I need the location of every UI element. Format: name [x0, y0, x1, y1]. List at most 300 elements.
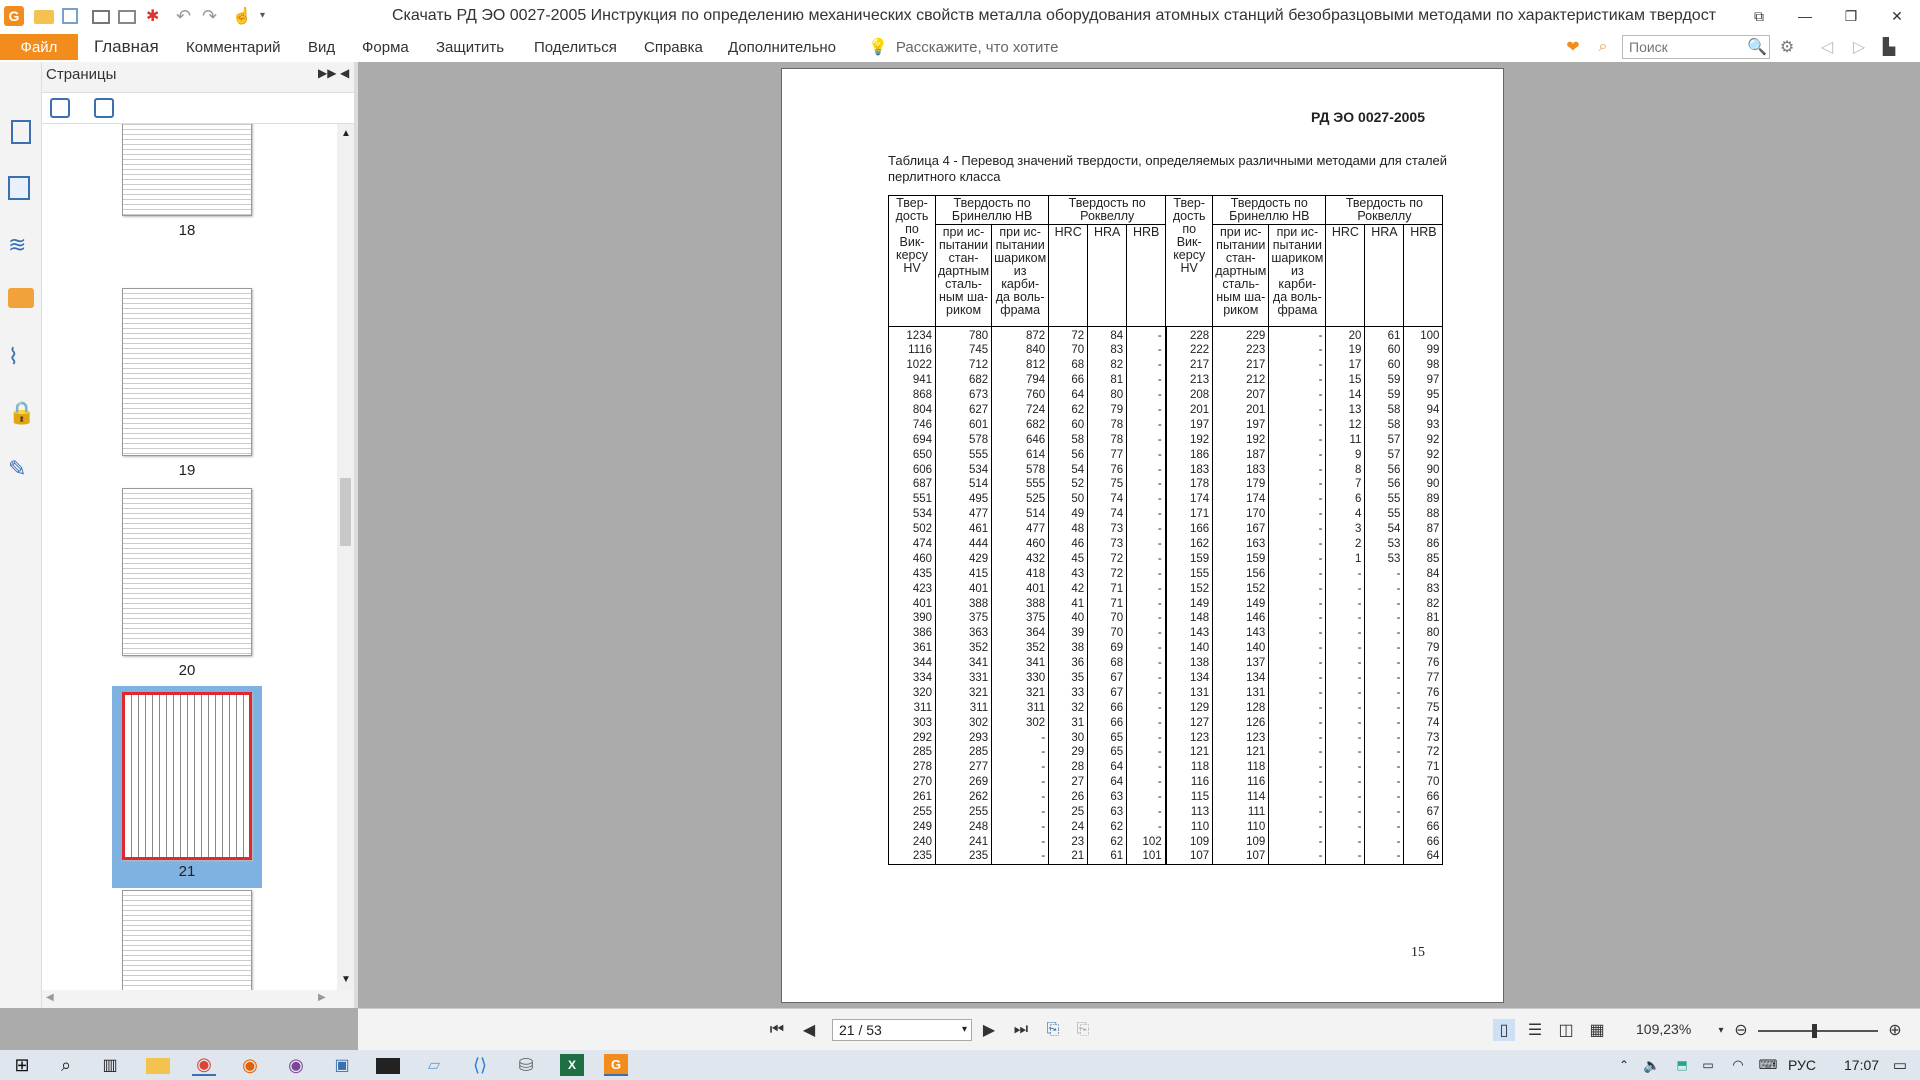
table-cell: 435 — [889, 566, 936, 581]
table-cell: 235 — [889, 849, 936, 864]
table-cell: - — [1365, 641, 1404, 656]
table-cell: 460 — [889, 551, 936, 566]
table-cell: 555 — [992, 477, 1049, 492]
menu-help[interactable]: Справка — [644, 39, 703, 56]
table-cell: 72 — [1049, 327, 1088, 344]
table-cell: 78 — [1088, 432, 1127, 447]
table-cell: 64 — [1404, 849, 1443, 864]
document-page — [781, 68, 1504, 1003]
table-cell: - — [1127, 581, 1166, 596]
table-cell: 461 — [936, 522, 992, 537]
table-cell: - — [1365, 834, 1404, 849]
table-cell: 334 — [889, 671, 936, 686]
insert-page-icon[interactable]: ⎘ — [1046, 1021, 1060, 1038]
table-cell: - — [1127, 760, 1166, 775]
panel-expand-icon[interactable]: ▶▶ — [318, 66, 337, 80]
table-cell: 152 — [1213, 581, 1269, 596]
table-cell: 311 — [992, 700, 1049, 715]
maximize-button[interactable]: ❐ — [1844, 7, 1858, 24]
page-thumbnail[interactable] — [122, 890, 252, 990]
table-cell: - — [1269, 730, 1326, 745]
table-cell: 303 — [889, 715, 936, 730]
header-hrc: HRC — [1049, 225, 1088, 327]
table-cell: 77 — [1404, 671, 1443, 686]
table-cell: - — [1365, 745, 1404, 760]
table-cell: 72 — [1088, 566, 1127, 581]
file-explorer-icon[interactable] — [146, 1058, 170, 1074]
table-cell: 57 — [1365, 432, 1404, 447]
table-cell: 110 — [1166, 820, 1213, 835]
zoom-in-thumbnail-icon[interactable] — [50, 98, 70, 118]
lock-icon[interactable]: 🔒 — [8, 400, 36, 425]
table-cell: 81 — [1088, 373, 1127, 388]
table-cell: 99 — [1404, 343, 1443, 358]
table-cell: 149 — [1166, 596, 1213, 611]
table-cell: 235 — [936, 849, 992, 864]
facing-view-icon[interactable]: ◫ — [1558, 1022, 1574, 1039]
quick-access-dropdown-icon[interactable]: ▾ — [260, 10, 266, 21]
windows-start-icon[interactable]: ⊞ — [14, 1054, 30, 1075]
scroll-right-icon[interactable]: ▶ — [318, 992, 326, 1003]
page-thumbnail-selected[interactable] — [122, 692, 252, 860]
table-cell: 86 — [1404, 537, 1443, 552]
table-cell: 62 — [1088, 834, 1127, 849]
comments-icon[interactable] — [8, 288, 34, 308]
table-cell: - — [1365, 700, 1404, 715]
table-cell: - — [1326, 685, 1365, 700]
security-icon[interactable]: ⬒ — [1676, 1058, 1688, 1072]
table-cell: 111 — [1213, 805, 1269, 820]
table-cell: 98 — [1404, 358, 1443, 373]
undo-icon[interactable]: ↶ — [176, 6, 192, 26]
table-cell: 69 — [1088, 641, 1127, 656]
table-cell: 341 — [936, 656, 992, 671]
table-cell: 477 — [936, 507, 992, 522]
table-cell: 262 — [936, 790, 992, 805]
table-cell: 55 — [1365, 507, 1404, 522]
table-cell: 28 — [1049, 760, 1088, 775]
table-cell: - — [1127, 700, 1166, 715]
table-cell: 375 — [936, 611, 992, 626]
table-cell: - — [992, 849, 1049, 864]
notifications-icon[interactable]: ▭ — [1892, 1057, 1908, 1074]
single-page-view-icon[interactable]: ▯ — [1493, 1019, 1515, 1041]
thumbnail-label: 21 — [178, 863, 196, 880]
table-cell: 128 — [1213, 700, 1269, 715]
table-cell: 134 — [1166, 671, 1213, 686]
table-cell: 217 — [1166, 358, 1213, 373]
zoom-slider-handle[interactable] — [1812, 1024, 1817, 1038]
table-cell: - — [1269, 581, 1326, 596]
table-cell: 186 — [1166, 447, 1213, 462]
table-cell: 73 — [1088, 537, 1127, 552]
table-cell: 58 — [1365, 403, 1404, 418]
zoom-out-thumbnail-icon[interactable] — [94, 98, 114, 118]
zoom-in-icon[interactable]: ⊕ — [1888, 1022, 1902, 1039]
table-cell: 121 — [1213, 745, 1269, 760]
table-row — [889, 715, 1443, 730]
table-cell: 143 — [1166, 626, 1213, 641]
table-row — [889, 507, 1443, 522]
table-cell: 66 — [1404, 820, 1443, 835]
table-row — [889, 358, 1443, 373]
table-cell: 11 — [1326, 432, 1365, 447]
table-cell: 687 — [889, 477, 936, 492]
table-cell: 646 — [992, 432, 1049, 447]
table-cell: - — [1269, 715, 1326, 730]
table-cell: - — [1127, 730, 1166, 745]
zoom-out-icon[interactable]: ⊖ — [1734, 1022, 1748, 1039]
table-cell: 4 — [1326, 507, 1365, 522]
table-row — [889, 432, 1443, 447]
header-brinell: Твердость по Бринеллю НВ — [1213, 196, 1326, 225]
account-icon[interactable]: ▙ — [1882, 39, 1896, 56]
table-row — [889, 537, 1443, 552]
table-cell: - — [1269, 775, 1326, 790]
table-cell: 26 — [1049, 790, 1088, 805]
table-cell: 66 — [1088, 700, 1127, 715]
table-cell: 390 — [889, 611, 936, 626]
layers-icon[interactable]: ≋ — [8, 232, 27, 257]
table-cell: 90 — [1404, 462, 1443, 477]
table-cell: 127 — [1166, 715, 1213, 730]
table-cell: 364 — [992, 626, 1049, 641]
table-cell: 131 — [1166, 685, 1213, 700]
table-row — [889, 492, 1443, 507]
open-folder-icon[interactable] — [34, 10, 54, 24]
table-cell: 159 — [1213, 551, 1269, 566]
print-icon[interactable] — [92, 10, 110, 24]
table-cell: 432 — [992, 551, 1049, 566]
table-title: Таблица 4 - Перевод значений твердости, определяемых различными методами для сталей перлитного класса — [888, 153, 1448, 184]
table-cell: 66 — [1049, 373, 1088, 388]
pdf-reader-taskbar-icon[interactable]: G — [604, 1054, 628, 1076]
signature-icon[interactable]: ✎ — [8, 456, 27, 481]
table-cell: - — [1365, 820, 1404, 835]
table-cell: 123 — [1213, 730, 1269, 745]
table-cell: 415 — [936, 566, 992, 581]
scroll-thumb[interactable] — [340, 478, 351, 546]
table-cell: 3 — [1326, 522, 1365, 537]
menu-comment[interactable]: Комментарий — [186, 39, 281, 56]
page-thumbnail[interactable] — [122, 488, 252, 656]
chrome-icon[interactable]: ◉ — [192, 1054, 216, 1076]
table-cell: 551 — [889, 492, 936, 507]
table-cell: 39 — [1049, 626, 1088, 641]
table-cell: 745 — [936, 343, 992, 358]
table-cell: 8 — [1326, 462, 1365, 477]
lightbulb-icon: 💡 — [868, 39, 888, 56]
table-cell: 15 — [1326, 373, 1365, 388]
table-cell: 129 — [1166, 700, 1213, 715]
thumbnails-icon[interactable] — [8, 176, 30, 200]
table-cell: 255 — [889, 805, 936, 820]
redo-icon[interactable]: ↷ — [202, 6, 218, 26]
table-cell: 174 — [1213, 492, 1269, 507]
table-cell: - — [1127, 327, 1166, 344]
table-cell: 138 — [1166, 656, 1213, 671]
table-cell: 49 — [1049, 507, 1088, 522]
zoom-slider[interactable] — [1758, 1030, 1878, 1032]
header-brinell-std: при ис-пытании стан-дартным сталь-ным ша-риком — [936, 225, 992, 327]
search-icon[interactable]: 🔍 — [1747, 39, 1767, 56]
table-cell: 155 — [1166, 566, 1213, 581]
menu-view[interactable]: Вид — [308, 39, 336, 56]
table-cell: - — [1127, 566, 1166, 581]
last-page-icon[interactable]: ⏭ — [1013, 1021, 1029, 1038]
table-cell: 56 — [1049, 447, 1088, 462]
table-cell: - — [1127, 685, 1166, 700]
table-cell: 650 — [889, 447, 936, 462]
table-cell: - — [1127, 403, 1166, 418]
table-cell: - — [1269, 641, 1326, 656]
network-drive-icon[interactable]: ▱ — [427, 1057, 441, 1074]
scroll-left-icon[interactable]: ◀ — [46, 992, 54, 1003]
table-cell: 418 — [992, 566, 1049, 581]
table-cell: 812 — [992, 358, 1049, 373]
first-page-icon[interactable]: ⏮ — [769, 1021, 785, 1038]
restore-layout-icon[interactable]: ⧉ — [1754, 7, 1764, 24]
settings-icon[interactable]: ⚙ — [1779, 39, 1795, 56]
page-thumbnail[interactable] — [122, 124, 252, 216]
table-cell: 76 — [1088, 462, 1127, 477]
table-row — [889, 685, 1443, 700]
menu-form[interactable]: Форма — [362, 39, 409, 56]
header-brinell-carb: при ис-пытании шариком из карби-да воль-фрама — [992, 225, 1049, 327]
table-row — [889, 700, 1443, 715]
wifi-icon[interactable]: ◠ — [1732, 1057, 1744, 1072]
table-cell: 66 — [1404, 790, 1443, 805]
table-cell: 20 — [1326, 327, 1365, 344]
table-cell: 171 — [1166, 507, 1213, 522]
close-button[interactable]: ✕ — [1891, 7, 1903, 24]
page-icon[interactable] — [11, 120, 31, 144]
table-row — [889, 626, 1443, 641]
table-cell: 118 — [1166, 760, 1213, 775]
table-cell: 36 — [1049, 656, 1088, 671]
table-cell: 241 — [936, 834, 992, 849]
table-cell: 116 — [1213, 775, 1269, 790]
table-cell: 223 — [1213, 343, 1269, 358]
table-cell: 27 — [1049, 775, 1088, 790]
back-arrow-icon[interactable]: ◁ — [1820, 39, 1834, 56]
table-cell: - — [1326, 775, 1365, 790]
header-brinell: Твердость по Бринеллю НВ — [936, 196, 1049, 225]
panel-toolbar — [42, 92, 354, 124]
table-cell: - — [1365, 671, 1404, 686]
page-thumbnail[interactable] — [122, 288, 252, 456]
search-tools-icon[interactable]: ⌕ — [1598, 38, 1608, 55]
table-cell: - — [1269, 327, 1326, 344]
zoom-level[interactable]: 109,23% — [1636, 1021, 1692, 1037]
tor-browser-icon[interactable]: ◉ — [288, 1054, 304, 1075]
language-indicator[interactable]: РУС — [1788, 1057, 1817, 1073]
forward-arrow-icon[interactable]: ▷ — [1852, 39, 1866, 56]
table-cell: 1116 — [889, 343, 936, 358]
table-cell: - — [1365, 581, 1404, 596]
tray-expand-icon[interactable]: ⌃ — [1618, 1058, 1630, 1072]
panel-header — [42, 62, 354, 88]
table-cell: 228 — [1166, 327, 1213, 344]
table-cell: 74 — [1088, 492, 1127, 507]
table-cell: 79 — [1088, 403, 1127, 418]
continuous-facing-view-icon[interactable]: ▦ — [1589, 1022, 1605, 1039]
table-row — [889, 730, 1443, 745]
vscode-icon[interactable]: ⟨⟩ — [472, 1054, 488, 1075]
table-cell: 474 — [889, 537, 936, 552]
file-menu[interactable]: Файл — [0, 34, 78, 60]
previous-page-icon[interactable]: ◀ — [802, 1022, 816, 1039]
table-cell: 555 — [936, 447, 992, 462]
panel-collapse-icon[interactable]: ◀ — [340, 66, 350, 80]
page-selector[interactable] — [832, 1019, 972, 1041]
thumbnail-scrollbar[interactable] — [337, 124, 354, 990]
table-row — [889, 849, 1443, 864]
table-cell: - — [1326, 849, 1365, 864]
table-cell: 110 — [1213, 820, 1269, 835]
table-cell: 73 — [1404, 730, 1443, 745]
table-cell: - — [1365, 626, 1404, 641]
table-cell: - — [1127, 522, 1166, 537]
minimize-button[interactable]: — — [1798, 8, 1812, 24]
new-document-icon[interactable]: ✱ — [146, 8, 160, 25]
table-cell: - — [1269, 507, 1326, 522]
hand-tool-icon[interactable]: ☝ — [232, 8, 252, 25]
table-cell: - — [1365, 685, 1404, 700]
scan-icon[interactable] — [118, 10, 136, 24]
table-cell: - — [1269, 522, 1326, 537]
table-cell: 94 — [1404, 403, 1443, 418]
table-cell: - — [1269, 834, 1326, 849]
table-cell: 62 — [1049, 403, 1088, 418]
clock[interactable]: 17:07 — [1844, 1057, 1880, 1073]
table-cell: 56 — [1365, 477, 1404, 492]
table-cell: 9 — [1326, 447, 1365, 462]
table-cell: - — [1269, 417, 1326, 432]
table-cell: 95 — [1404, 388, 1443, 403]
table-cell: 156 — [1213, 566, 1269, 581]
table-cell: - — [1269, 685, 1326, 700]
hardness-table — [888, 195, 1443, 865]
menu-more[interactable]: Дополнительно — [728, 39, 836, 56]
table-cell: - — [1269, 492, 1326, 507]
table-cell: - — [1127, 358, 1166, 373]
menu-bar — [0, 32, 1920, 62]
search-taskbar-icon[interactable]: ⌕ — [60, 1054, 72, 1075]
table-cell: 74 — [1088, 507, 1127, 522]
table-row — [889, 671, 1443, 686]
zoom-dropdown-icon[interactable]: ▾ — [1718, 1024, 1724, 1036]
database-icon[interactable]: ⛁ — [518, 1054, 534, 1075]
table-cell: 197 — [1213, 417, 1269, 432]
task-view-icon[interactable]: ▥ — [102, 1057, 118, 1074]
table-cell: - — [1365, 566, 1404, 581]
table-cell: 388 — [992, 596, 1049, 611]
excel-icon[interactable]: X — [560, 1054, 584, 1076]
battery-icon[interactable]: ▭ — [1702, 1058, 1714, 1072]
remote-desktop-icon[interactable]: ▣ — [334, 1057, 350, 1074]
table-cell: 23 — [1049, 834, 1088, 849]
table-cell: 71 — [1088, 581, 1127, 596]
table-cell: 50 — [1049, 492, 1088, 507]
table-cell: - — [992, 775, 1049, 790]
firefox-icon[interactable]: ◉ — [242, 1054, 258, 1075]
table-cell: 352 — [992, 641, 1049, 656]
table-cell: 21 — [1049, 849, 1088, 864]
table-cell: 278 — [889, 760, 936, 775]
table-cell: 53 — [1365, 551, 1404, 566]
thumbnail-label: 19 — [178, 462, 196, 479]
table-cell: - — [1269, 403, 1326, 418]
table-row — [889, 462, 1443, 477]
panel-title: Страницы — [46, 66, 117, 83]
table-cell: 24 — [1049, 820, 1088, 835]
table-cell: 794 — [992, 373, 1049, 388]
table-cell: 70 — [1088, 611, 1127, 626]
menu-share[interactable]: Поделиться — [534, 39, 617, 56]
save-icon[interactable] — [62, 8, 78, 24]
keyboard-icon[interactable]: ⌨ — [1758, 1057, 1778, 1072]
table-cell: 71 — [1088, 596, 1127, 611]
table-cell: 386 — [889, 626, 936, 641]
table-cell: 56 — [1365, 462, 1404, 477]
table-cell: 192 — [1166, 432, 1213, 447]
table-cell: 19 — [1326, 343, 1365, 358]
menu-home[interactable]: Главная — [94, 37, 159, 56]
table-cell: 293 — [936, 730, 992, 745]
table-cell: 64 — [1049, 388, 1088, 403]
terminal-icon[interactable] — [376, 1058, 400, 1074]
volume-icon[interactable]: 🔈 — [1643, 1056, 1661, 1073]
table-cell: - — [1127, 611, 1166, 626]
table-cell: 187 — [1213, 447, 1269, 462]
table-row — [889, 373, 1443, 388]
header-hv: Твер-дость по Вик-керсу HV — [889, 196, 936, 327]
table-cell: - — [1269, 790, 1326, 805]
table-row — [889, 596, 1443, 611]
table-cell: 88 — [1404, 507, 1443, 522]
continuous-view-icon[interactable]: ☰ — [1527, 1022, 1543, 1039]
tell-me-box[interactable] — [868, 37, 1058, 57]
header-hra: HRA — [1365, 225, 1404, 327]
table-cell: - — [1127, 790, 1166, 805]
table-cell: 35 — [1049, 671, 1088, 686]
table-cell: 114 — [1213, 790, 1269, 805]
table-cell: 32 — [1049, 700, 1088, 715]
table-cell: 83 — [1088, 343, 1127, 358]
menu-protect[interactable]: Защитить — [436, 39, 505, 56]
attachment-icon[interactable]: ⌇ — [8, 344, 19, 369]
table-cell: 277 — [936, 760, 992, 775]
table-cell: 100 — [1404, 327, 1443, 344]
table-cell: - — [1326, 715, 1365, 730]
table-cell: - — [1365, 730, 1404, 745]
thumbnail-hscrollbar[interactable] — [42, 990, 337, 1008]
next-page-icon[interactable]: ▶ — [982, 1022, 996, 1039]
table-cell: - — [1269, 745, 1326, 760]
table-cell: 401 — [889, 596, 936, 611]
table-cell: - — [992, 730, 1049, 745]
table-cell: 115 — [1166, 790, 1213, 805]
heart-icon[interactable]: ❤ — [1566, 39, 1580, 56]
table-cell: - — [1326, 805, 1365, 820]
scroll-up-icon[interactable]: ▲ — [341, 128, 351, 139]
table-cell: 183 — [1166, 462, 1213, 477]
extract-page-icon[interactable]: ⎘ — [1076, 1021, 1090, 1038]
table-cell: 90 — [1404, 477, 1443, 492]
scroll-down-icon[interactable]: ▼ — [341, 974, 351, 985]
table-cell: 179 — [1213, 477, 1269, 492]
